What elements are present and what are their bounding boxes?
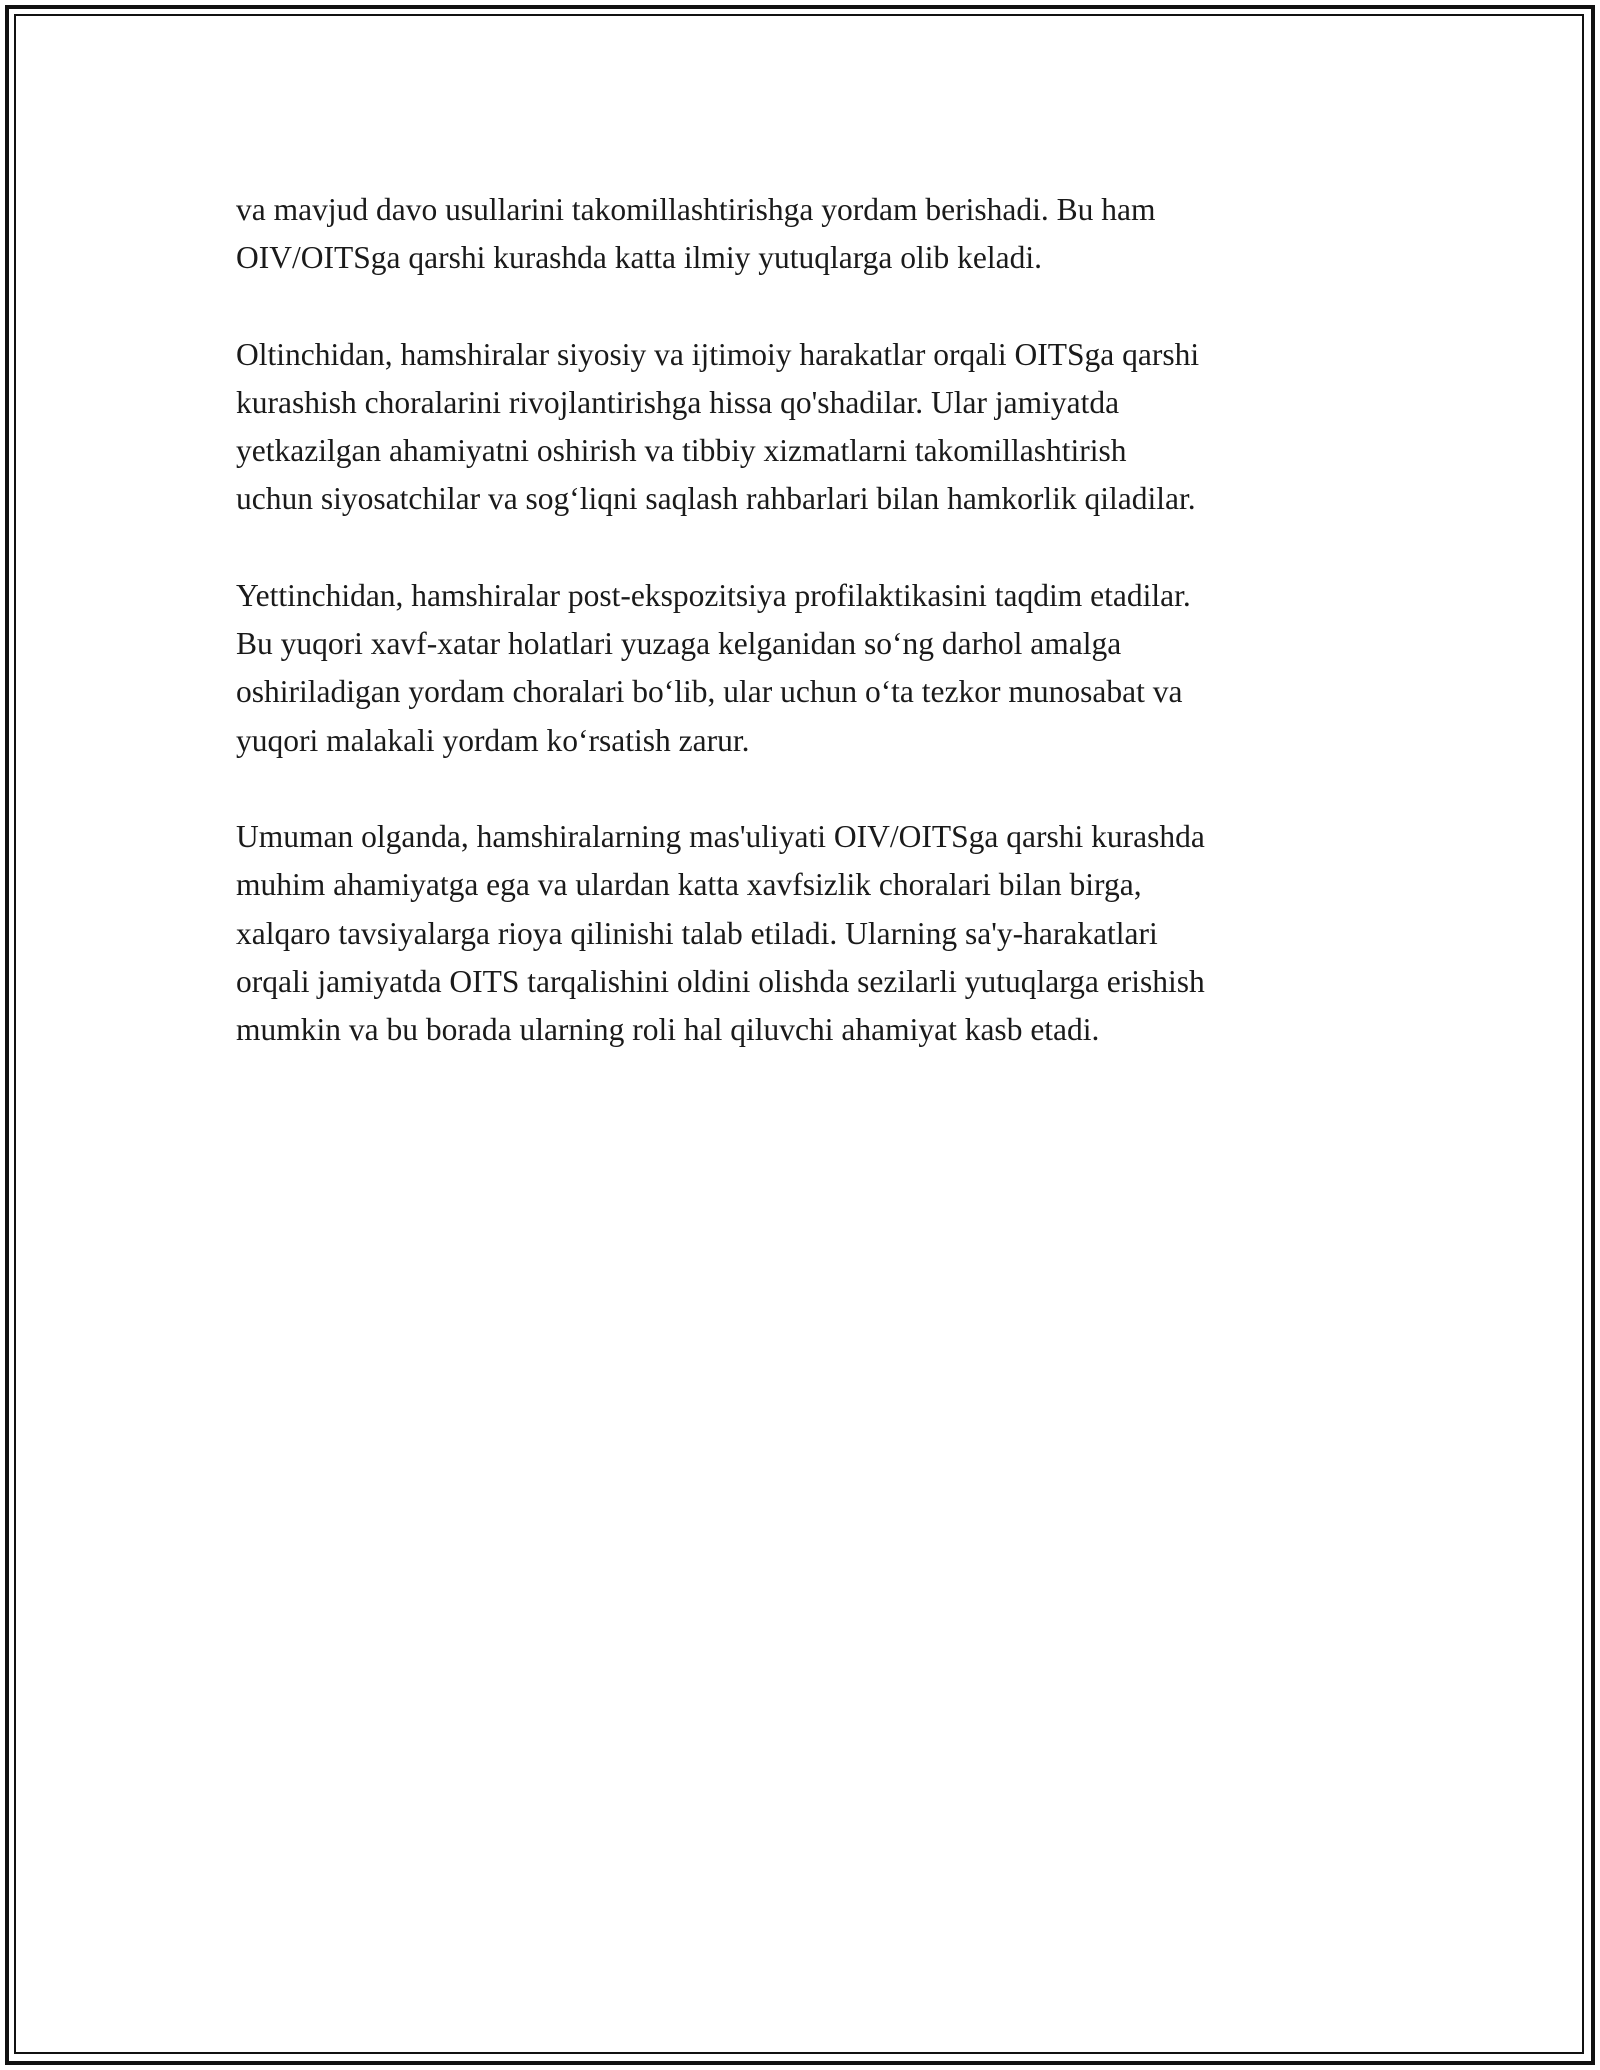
paragraph-2 xyxy=(236,331,1396,524)
paragraph-line: kurashish choralarini rivojlantirishga hissa qo'shadilar. Ular jamiyatda xyxy=(236,384,1120,420)
paragraph-line: mumkin va bu borada ularning roli hal qiluvchi ahamiyat kasb etadi. xyxy=(236,1012,1100,1048)
paragraph-line: orqali jamiyatda OITS tarqalishini oldini olishda sezilarli yutuqlarga erishish xyxy=(236,963,1205,999)
paragraph-line: xalqaro tavsiyalarga rioya qilinishi talab etiladi. Ularning sa'y-harakatlari xyxy=(236,915,1158,951)
paragraph-1 xyxy=(236,186,1396,283)
paragraph-line: oshiriladigan yordam choralari bo‘lib, ular uchun o‘ta tezkor munosabat va xyxy=(236,674,1183,710)
paragraph-3 xyxy=(236,572,1396,765)
paragraph-line: Oltinchidan, hamshiralar siyosiy va ijtimoiy harakatlar orqali OITSga qarshi xyxy=(236,336,1200,372)
paragraph-line: va mavjud davo usullarini takomillashtirishga yordam berishadi. Bu ham xyxy=(236,192,1156,227)
paragraph-line: OIV/OITSga qarshi kurashda katta ilmiy yutuqlarga olib keladi. xyxy=(236,240,1042,276)
paragraph-4 xyxy=(236,813,1396,1054)
paragraph-line: Bu yuqori xavf-xatar holatlari yuzaga kelganidan so‘ng darhol amalga xyxy=(236,626,1122,662)
paragraph-line: uchun siyosatchilar va sog‘liqni saqlash rahbarlari bilan hamkorlik qiladilar. xyxy=(236,481,1196,517)
paragraph-line: muhim ahamiyatga ega va ulardan katta xavfsizlik choralari bilan birga, xyxy=(236,867,1142,903)
paragraph-line: yuqori malakali yordam ko‘rsatish zarur. xyxy=(236,722,750,758)
paragraph-line: Yettinchidan, hamshiralar post-ekspozitsiya profilaktikasini taqdim etadilar. xyxy=(236,577,1191,613)
paragraph-line: yetkazilgan ahamiyatni oshirish va tibbiy xizmatlarni takomillashtirish xyxy=(236,433,1127,469)
paragraph-line: Umuman olganda, hamshiralarning mas'uliyati OIV/OITSga qarshi kurashda xyxy=(236,818,1205,854)
page-body xyxy=(236,186,1396,1102)
